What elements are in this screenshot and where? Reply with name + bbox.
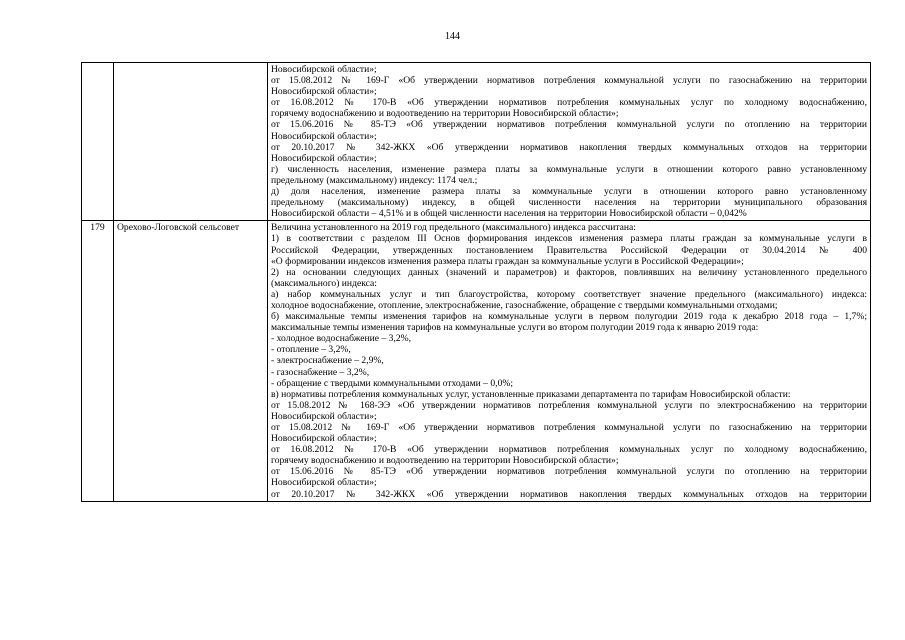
text-line: Новосибирской области»; bbox=[271, 64, 377, 75]
table-row bbox=[82, 221, 871, 501]
text-line: а) набор коммунальных услуг и тип благоустройства, которому соответствует значение предельного (максимального) индекса: bbox=[271, 288, 867, 300]
text-line: Новосибирской области»; bbox=[271, 152, 377, 164]
text-line: от 20.10.2017 № 342-ЖКХ «Об утверждении нормативов накопления твердых коммунальных отходов на территории bbox=[271, 488, 867, 500]
text-line: от 20.10.2017 № 342-ЖКХ «Об утверждении нормативов накопления твердых коммунальных отходов на территории bbox=[271, 141, 867, 153]
text-line: д) доля населения, изменение размера платы за коммунальные услуги в отношении которого равно установленному bbox=[271, 186, 867, 198]
row-number-cell bbox=[82, 63, 114, 221]
text-line: предельному (максимальному) индексу, в общей численности населения на территории муниципального образования bbox=[271, 197, 867, 209]
table-row bbox=[82, 63, 871, 221]
row-number-cell: 179 bbox=[82, 221, 114, 501]
text-line: от 15.08.2012 № 168-ЭЭ «Об утверждении нормативов потребления коммунальной услуги по электроснабжению на территории bbox=[271, 399, 867, 411]
text-line: - отопление – 3,2%, bbox=[271, 344, 351, 356]
municipality-name-cell bbox=[114, 63, 268, 221]
text-line: - газоснабжение – 3,2%, bbox=[271, 366, 370, 378]
text-line: от 15.08.2012 № 169-Г «Об утверждении нормативов потребления коммунальной услуги по газоснабжению на территории bbox=[271, 422, 867, 433]
index-description-cell bbox=[268, 63, 871, 221]
text-line: - электроснабжение – 2,9%, bbox=[271, 355, 384, 367]
index-description-cell bbox=[268, 221, 871, 501]
municipality-name-cell: Орехово-Логовской сельсовет bbox=[114, 221, 268, 501]
text-line: Новосибирской области»; bbox=[271, 130, 377, 142]
text-line: - холодное водоснабжение – 3,2%, bbox=[271, 333, 412, 345]
text-line: Новосибирской области»; bbox=[271, 410, 377, 422]
text-line: 2) на основании следующих данных (значений и параметров) и факторов, повлиявших на величину установленного предельного bbox=[271, 266, 867, 278]
text-line: б) максимальные темпы изменения тарифов на коммунальные услуги в первом полугодии 2019 года к декабрю 2018 года – 1,7%; bbox=[271, 311, 867, 323]
indices-table bbox=[81, 62, 871, 502]
text-line: максимальные темпы изменения тарифов на коммунальные услуги во втором полугодии 2019 года к январю 2019 года: bbox=[271, 322, 759, 334]
text-line: в) нормативы потребления коммунальных услуг, установленные приказами департамента по тарифам Новосибирской области: bbox=[271, 388, 791, 400]
text-line: от 16.08.2012 № 170-В «Об утверждении нормативов потребления коммунальных услуг по холодному водоснабжению, bbox=[271, 97, 867, 109]
indices-table-body bbox=[82, 63, 871, 502]
text-line: от 15.06.2016 № 85-ТЭ «Об утверждении нормативов потребления коммунальной услуги по отоплению на территории bbox=[271, 466, 867, 478]
text-line: от 15.08.2012 № 169-Г «Об утверждении нормативов потребления коммунальной услуги по газоснабжению на территории bbox=[271, 75, 867, 87]
text-line: горячему водоснабжению и водоотведению на территории Новосибирской области»; bbox=[271, 455, 619, 467]
text-line: от 16.08.2012 № 170-В «Об утверждении нормативов потребления коммунальных услуг по холодному водоснабжению, bbox=[271, 444, 867, 456]
text-line: от 15.06.2016 № 85-ТЭ «Об утверждении нормативов потребления коммунальной услуги по отоплению на территории bbox=[271, 119, 867, 131]
text-line: Новосибирской области – 4,51% и в общей численности населения на территории Новосибирской области – 0,042% bbox=[271, 208, 747, 220]
text-line: - обращение с твердыми коммунальными отходами – 0,0%; bbox=[271, 377, 514, 389]
text-line: Новосибирской области»; bbox=[271, 86, 377, 98]
text-line: (максимального) индекса: bbox=[271, 277, 377, 289]
text-line: г) численность населения, изменение размера платы за коммунальные услуги в отношении которого равно установленному bbox=[271, 163, 867, 175]
text-line: «О формировании индексов изменения размера платы граждан за коммунальные услуги в Российской Федерации»; bbox=[271, 255, 744, 267]
text-line: Российской Федерации, утвержденных постановлением Правительства Российской Федерации от 30.04.2014 № 400 bbox=[271, 244, 867, 256]
text-line: 1) в соответствии с разделом III Основ формирования индексов изменения размера платы граждан за коммунальные услуги в bbox=[271, 233, 867, 245]
text-line: предельному (максимальному) индексу: 1174 чел.; bbox=[271, 174, 478, 186]
text-line: Новосибирской области»; bbox=[271, 433, 377, 445]
page-number: 144 bbox=[445, 31, 460, 42]
text-line: холодное водоснабжение, отопление, электроснабжение, газоснабжение, обращение с твердыми коммунальными отходами; bbox=[271, 299, 778, 311]
text-line: Величина установленного на 2019 год предельного (максимального) индекса рассчитана: bbox=[271, 222, 636, 234]
text-line: горячему водоснабжению и водоотведению на территории Новосибирской области»; bbox=[271, 108, 619, 120]
text-line: Новосибирской области»; bbox=[271, 477, 377, 489]
